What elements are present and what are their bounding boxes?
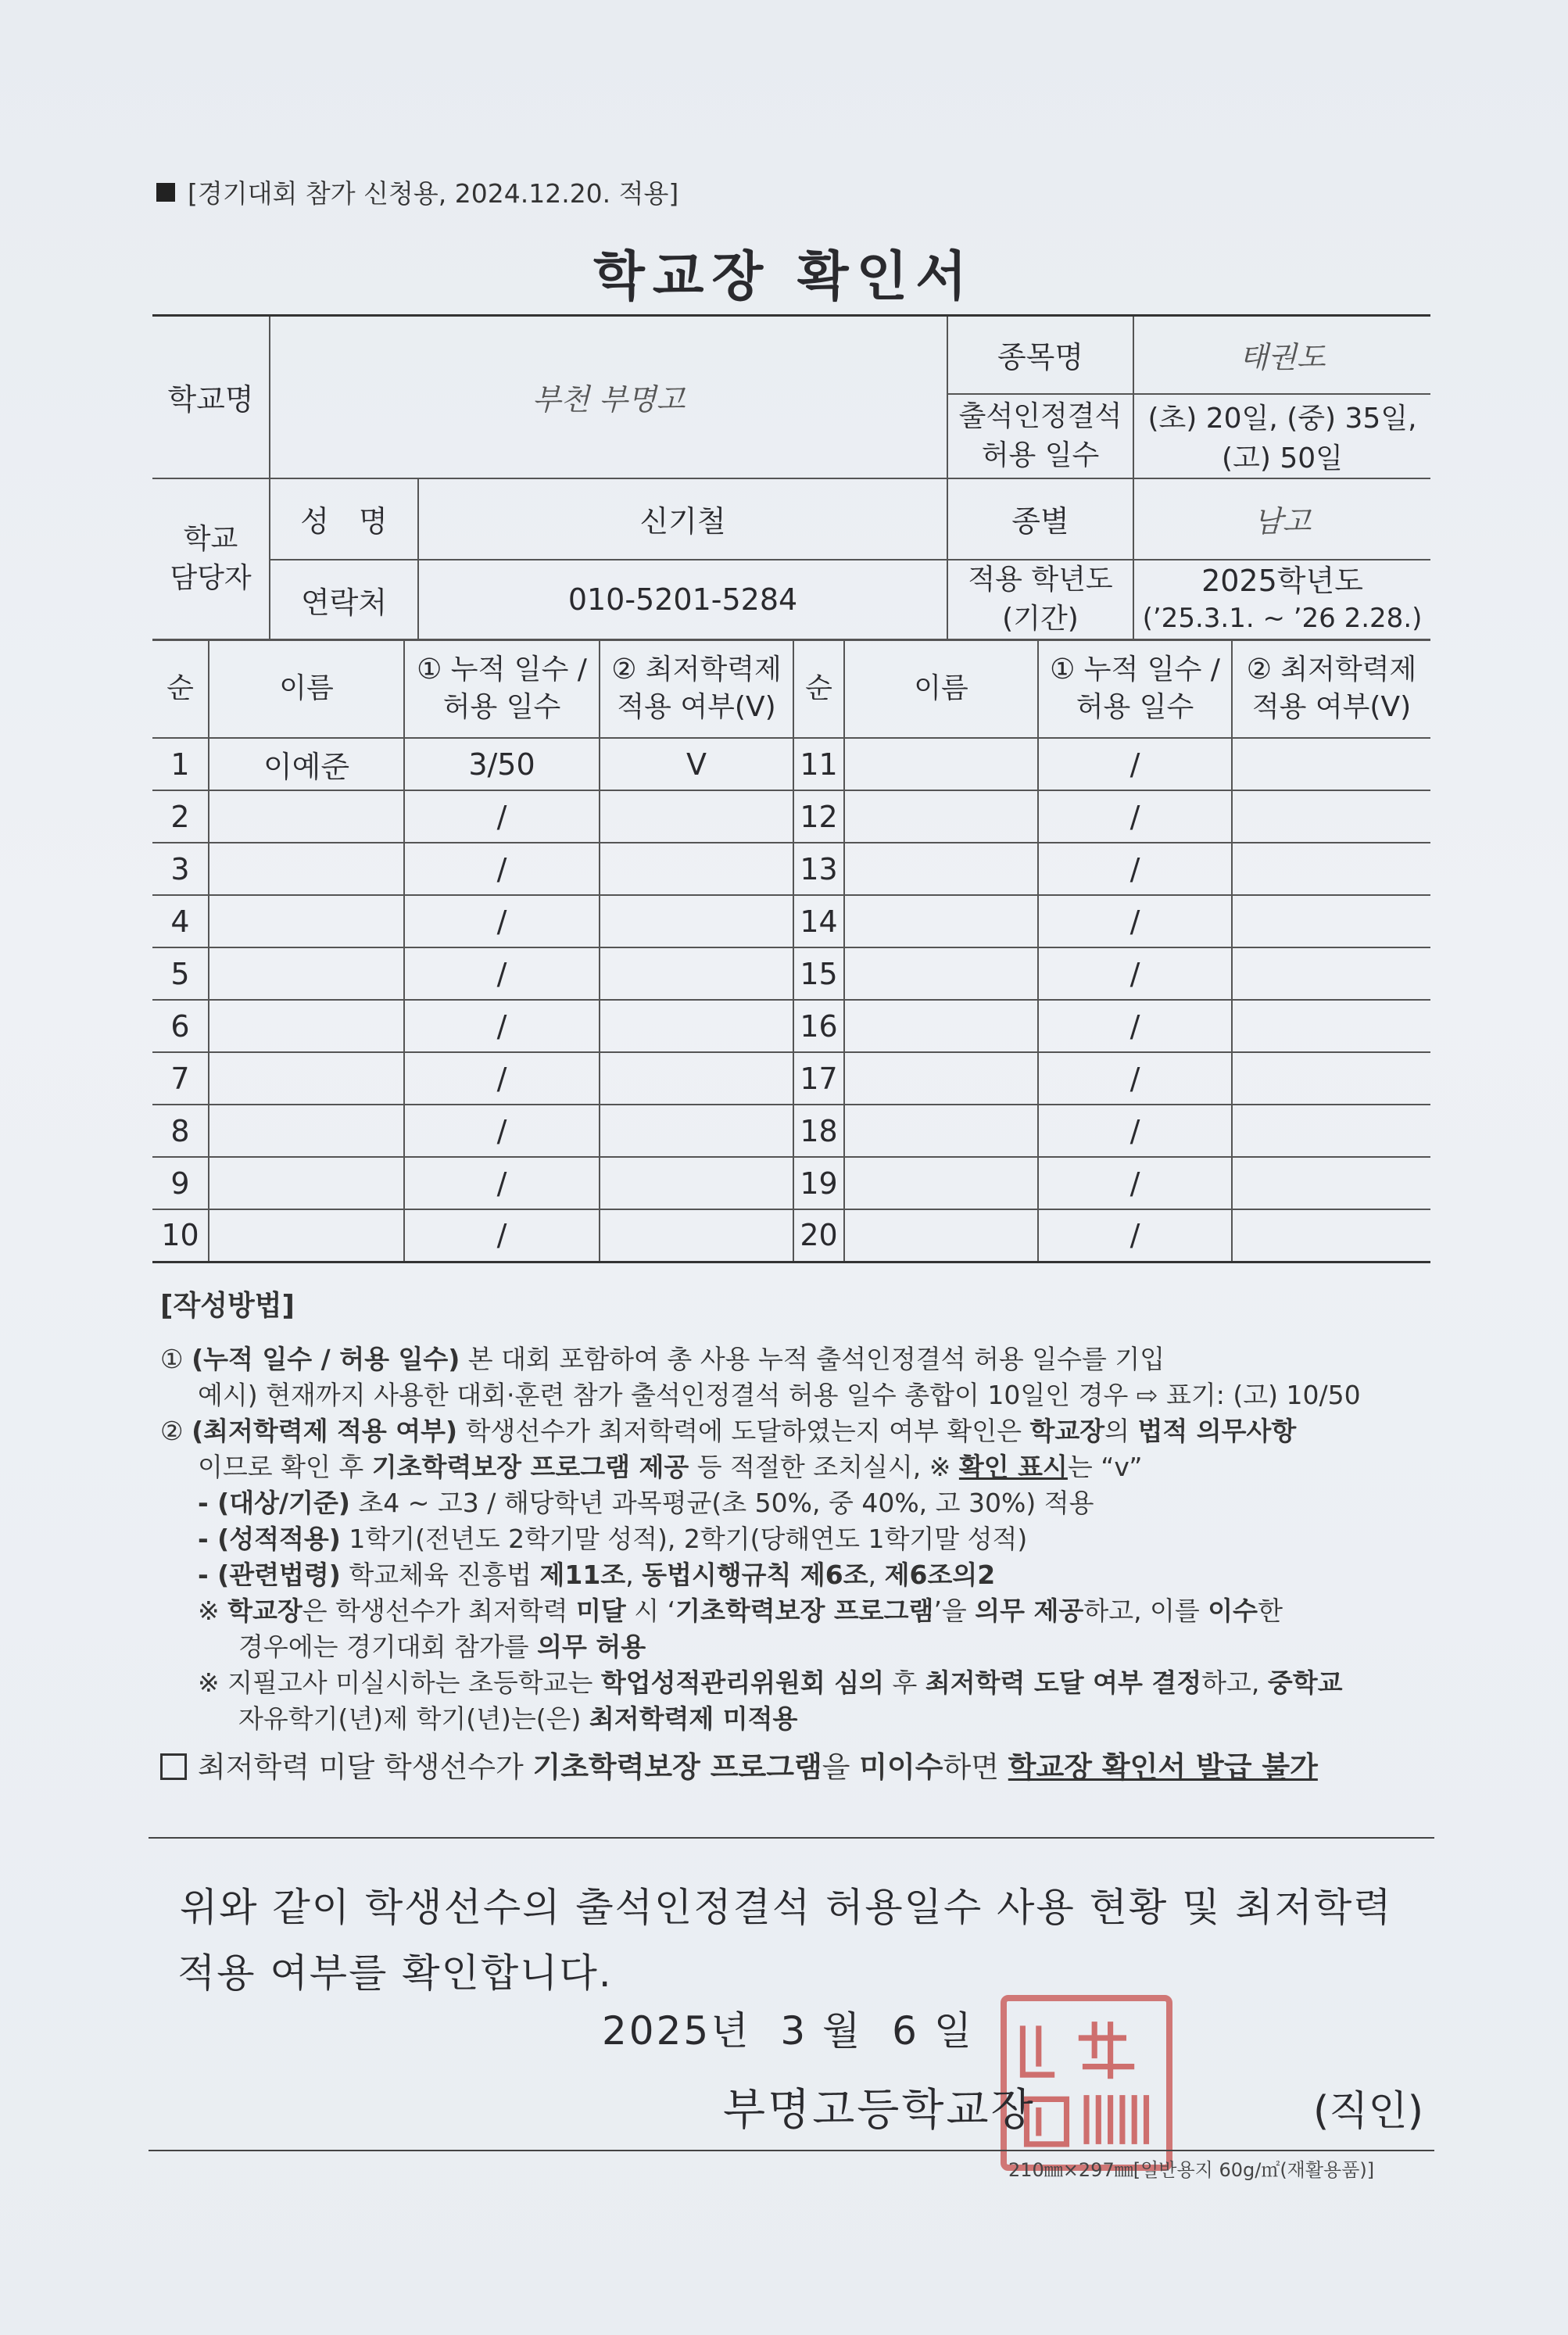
row-min (600, 843, 793, 895)
col-no-2: 순 (793, 639, 844, 738)
row-min-2 (1232, 1000, 1430, 1052)
row-min (600, 895, 793, 947)
contact-value: 010-5201-5284 (418, 560, 947, 640)
principal-title: 부명고등학교장 (723, 2085, 1036, 2136)
row-days-2: / (1038, 1052, 1232, 1105)
year-cell (1133, 560, 1430, 640)
row-days-2: / (1038, 790, 1232, 843)
guide-item-2: ② (최저학력제 적용 여부) 학생선수가 최저학력에 도달하였는지 여부 확인은 학교장의 법적 의무사항 (160, 1416, 1297, 1446)
guide-item-1-example: 예시) 현재까지 사용한 대회·훈련 참가 출석인정결석 허용 일수 총합이 10일인 경우 ⇨ 표기: (고) 10/50 (198, 1380, 1361, 1410)
row-name-2 (844, 1157, 1038, 1209)
guide-title: [작성방법] (160, 1290, 295, 1322)
year-label: 적용 학년도 (기간) (947, 560, 1133, 640)
period-value: (’25.3.1. ~ ’26 2.28.) (1142, 603, 1423, 634)
row-min (600, 1052, 793, 1105)
row-min: V (600, 738, 793, 790)
row-name (209, 790, 404, 843)
row-min-2 (1232, 1052, 1430, 1105)
year-value: 2025학년도 (1201, 564, 1363, 598)
row-name (209, 1052, 404, 1105)
allowed-days-label: 출석인정결석 허용 일수 (947, 394, 1133, 478)
row-min-2 (1232, 1209, 1430, 1262)
row-name (209, 1157, 404, 1209)
divider-top (149, 1837, 1434, 1839)
row-no: 2 (152, 790, 209, 843)
row-name (209, 1105, 404, 1157)
guide-target: - (대상/기준) 초4 ~ 고3 / 해당학년 과목평균(초 50%, 중 40%, 고 30%) 적용 (198, 1488, 1094, 1518)
row-min-2 (1232, 843, 1430, 895)
row-min (600, 1000, 793, 1052)
table-row (152, 738, 1430, 790)
row-no: 1 (152, 738, 209, 790)
row-name-2 (844, 1209, 1038, 1262)
row-name-2 (844, 843, 1038, 895)
row-name-2 (844, 895, 1038, 947)
row-min-2 (1232, 1105, 1430, 1157)
row-name-2 (844, 947, 1038, 1000)
row-min-2 (1232, 895, 1430, 947)
row-no: 10 (152, 1209, 209, 1262)
row-no-2: 11 (793, 738, 844, 790)
sport-label: 종목명 (947, 316, 1133, 394)
row-no-2: 16 (793, 1000, 844, 1052)
row-name (209, 947, 404, 1000)
table-row (152, 1000, 1430, 1052)
allowed-days-value: (초) 20일, (중) 35일, (고) 50일 (1133, 394, 1430, 478)
guide-grades: - (성적적용) 1학기(전년도 2학기말 성적), 2학기(당해연도 1학기말 성적) (198, 1524, 1028, 1554)
row-no: 5 (152, 947, 209, 1000)
seal-label: (직인) (1313, 2088, 1424, 2135)
row-no: 7 (152, 1052, 209, 1105)
row-days-2: / (1038, 1157, 1232, 1209)
row-days: / (404, 843, 600, 895)
paper-spec: 210㎜×297㎜[일반용지 60g/㎡(재활용품)] (1008, 2159, 1375, 2181)
table-row (152, 790, 1430, 843)
row-min (600, 1105, 793, 1157)
row-days: / (404, 895, 600, 947)
table-row (152, 1052, 1430, 1105)
row-no-2: 12 (793, 790, 844, 843)
type-label: 종별 (947, 478, 1133, 560)
row-no-2: 15 (793, 947, 844, 1000)
contact-label: 연락처 (270, 560, 418, 640)
document-title: 학교장 확인서 (593, 246, 975, 308)
row-name (209, 1000, 404, 1052)
school-value: 부천 부명고 (270, 316, 947, 478)
warning-box-icon (160, 1753, 187, 1780)
row-min-2 (1232, 1157, 1430, 1209)
row-days: / (404, 947, 600, 1000)
row-min (600, 947, 793, 1000)
row-days-2: / (1038, 738, 1232, 790)
confirmation-statement: 위와 같이 학생선수의 출석인정결석 허용일수 사용 현황 및 최저학력 적용 여부를 확인합니다. (177, 1885, 1393, 1996)
guide-note-1-cont: 경우에는 경기대회 참가를 의무 허용 (238, 1631, 646, 1662)
row-name-2 (844, 1052, 1038, 1105)
row-min (600, 1209, 793, 1262)
row-no: 8 (152, 1105, 209, 1157)
row-days: / (404, 1157, 600, 1209)
row-no: 3 (152, 843, 209, 895)
col-days: ① 누적 일수 / 허용 일수 (404, 639, 600, 738)
row-days-2: / (1038, 1105, 1232, 1157)
row-days: 3/50 (404, 738, 600, 790)
guide-item-2-cont: 이므로 확인 후 기초학력보장 프로그램 제공 등 적절한 조치실시, ※ 확인 표시는 “v” (198, 1452, 1143, 1482)
row-name (209, 1209, 404, 1262)
guide-note-1: ※ 학교장은 학생선수가 최저학력 미달 시 ‘기초학력보장 프로그램’을 의무 제공하고, 이를 이수한 (198, 1595, 1283, 1626)
issue-date: 2025년 3 월 6 일 (602, 2008, 975, 2054)
row-days: / (404, 1105, 600, 1157)
col-min: ② 최저학력제 적용 여부(V) (600, 639, 793, 738)
manager-label: 학교 담당자 (152, 478, 270, 640)
warning-notice: 최저학력 미달 학생선수가 기초학력보장 프로그램을 미이수하면 학교장 확인서 발급 불가 (160, 1749, 1434, 1785)
row-name: 이예준 (209, 738, 404, 790)
type-value: 남고 (1133, 478, 1430, 560)
form-tag (156, 174, 678, 210)
table-row (152, 1209, 1430, 1262)
row-min (600, 1157, 793, 1209)
sport-value: 태권도 (1133, 316, 1430, 394)
row-no-2: 20 (793, 1209, 844, 1262)
col-name-2: 이름 (844, 639, 1038, 738)
row-no: 9 (152, 1157, 209, 1209)
row-days-2: / (1038, 843, 1232, 895)
row-days-2: / (1038, 1000, 1232, 1052)
row-days-2: / (1038, 947, 1232, 1000)
col-name: 이름 (209, 639, 404, 738)
table-row (152, 895, 1430, 947)
name-value: 신기철 (418, 478, 947, 560)
guide-item-1: ① (누적 일수 / 허용 일수) 본 대회 포함하여 총 사용 누적 출석인정결석 허용 일수를 기입 (160, 1344, 1165, 1374)
row-name (209, 843, 404, 895)
row-min-2 (1232, 738, 1430, 790)
info-table (152, 314, 1430, 641)
row-no-2: 18 (793, 1105, 844, 1157)
school-label: 학교명 (152, 316, 270, 478)
row-name (209, 895, 404, 947)
guide-note-2: ※ 지필고사 미실시하는 초등학교는 학업성적관리위원회 심의 후 최저학력 도달 여부 결정하고, 중학교 (198, 1667, 1343, 1698)
row-no: 4 (152, 895, 209, 947)
writing-guide (160, 1288, 1434, 1785)
table-row (152, 947, 1430, 1000)
col-no: 순 (152, 639, 209, 738)
name-label: 성 명 (270, 478, 418, 560)
row-name-2 (844, 1000, 1038, 1052)
col-days-2: ① 누적 일수 / 허용 일수 (1038, 639, 1232, 738)
row-days: / (404, 1052, 600, 1105)
row-min-2 (1232, 947, 1430, 1000)
row-days-2: / (1038, 1209, 1232, 1262)
row-days: / (404, 790, 600, 843)
row-name-2 (844, 738, 1038, 790)
row-no: 6 (152, 1000, 209, 1052)
guide-laws: - (관련법령) 학교체육 진흥법 제11조, 동법시행규칙 제6조, 제6조의2 (198, 1560, 996, 1590)
row-no-2: 17 (793, 1052, 844, 1105)
row-days: / (404, 1209, 600, 1262)
table-row (152, 843, 1430, 895)
form-tag-text: [경기대회 참가 신청용, 2024.12.20. 적용] (188, 178, 679, 209)
row-name-2 (844, 1105, 1038, 1157)
guide-note-2-cont: 자유학기(년)제 학기(년)는(은) 최저학력제 미적용 (238, 1703, 798, 1734)
row-no-2: 13 (793, 843, 844, 895)
row-no-2: 19 (793, 1157, 844, 1209)
row-days-2: / (1038, 895, 1232, 947)
divider-bottom (149, 2150, 1434, 2151)
student-table (152, 639, 1430, 1263)
table-row (152, 1157, 1430, 1209)
row-name-2 (844, 790, 1038, 843)
col-min-2: ② 최저학력제 적용 여부(V) (1232, 639, 1430, 738)
table-row (152, 1105, 1430, 1157)
row-no-2: 14 (793, 895, 844, 947)
row-min (600, 790, 793, 843)
row-min-2 (1232, 790, 1430, 843)
row-days: / (404, 1000, 600, 1052)
square-bullet-icon (156, 183, 175, 202)
